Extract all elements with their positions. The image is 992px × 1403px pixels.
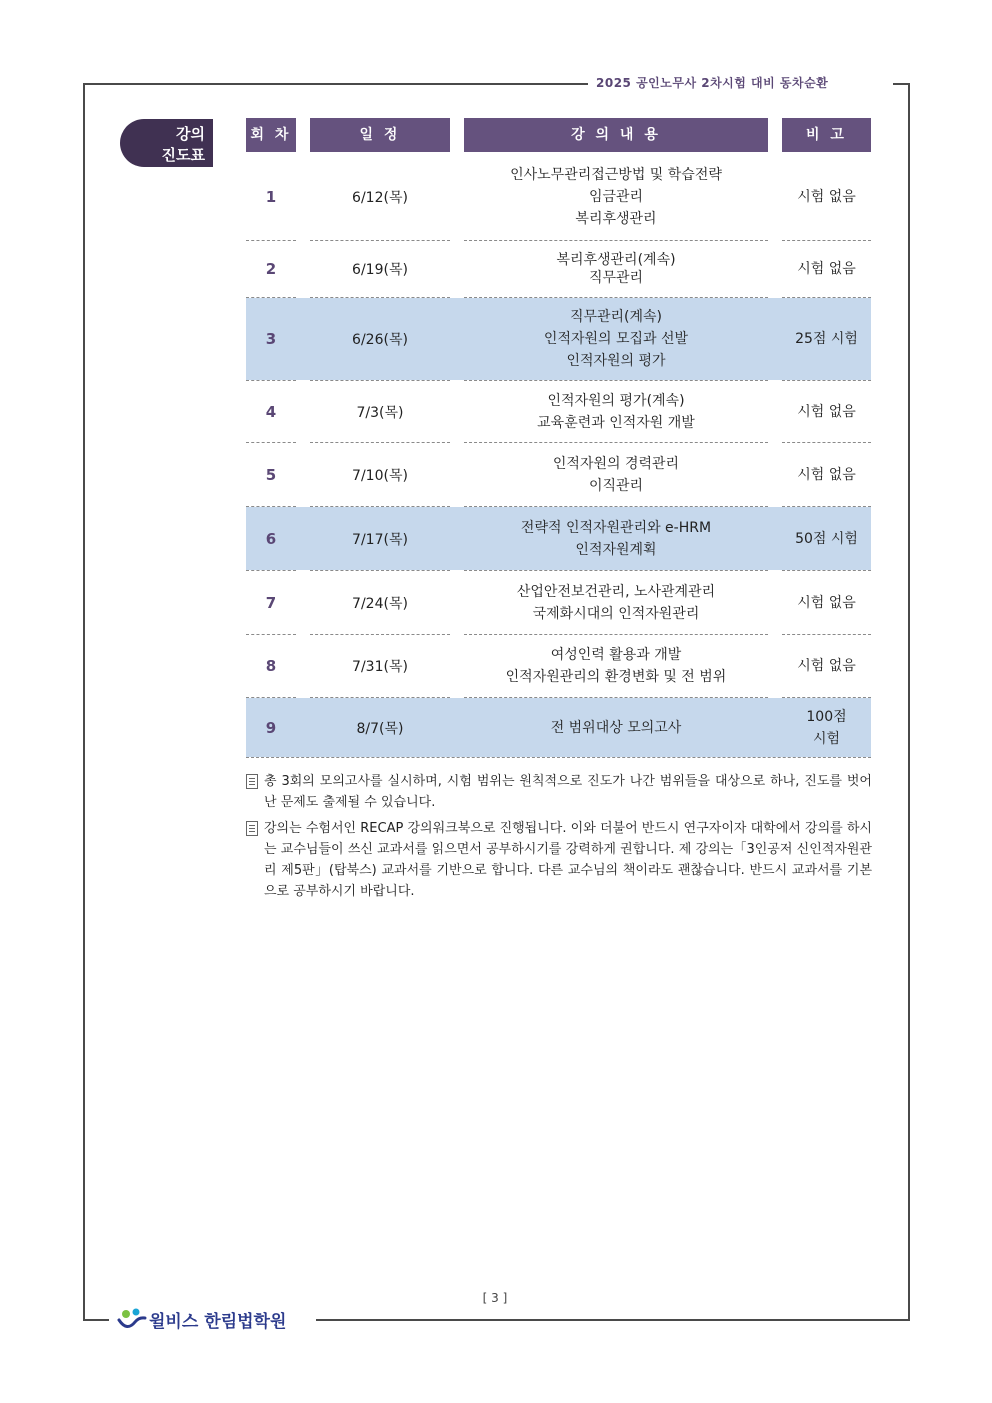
lecture-content <box>464 507 768 570</box>
round-number: 8 <box>265 657 277 675</box>
header-date: 일 정 <box>310 118 450 152</box>
lecture-content <box>464 571 768 634</box>
content-line: 복리후생관리(계속) <box>556 252 676 268</box>
note-cell: 시험 없음 <box>797 261 856 277</box>
content-line: 전략적 인적자원관리와 e-HRM <box>520 519 712 536</box>
row-divider <box>464 240 768 241</box>
lecture-content <box>464 381 768 442</box>
notice-text: 총 3회의 모의고사를 실시하며, 시험 범위는 원칙적으로 진도가 나간 범위들을 대상으로 하나, 진도를 벗어난 문제도 출제될 수 있습니다. <box>264 774 872 810</box>
content-line: 복리후생관리 <box>575 210 657 227</box>
row-divider <box>782 506 871 507</box>
content-line: 국제화시대의 인적자원관리 <box>532 605 700 622</box>
page-number: [ 3 ] <box>482 1291 508 1305</box>
note-cell: 시험 없음 <box>797 658 856 674</box>
row-divider <box>246 570 296 571</box>
notice-text: 강의는 수험서인 RECAP 강의워크북으로 진행됩니다. 이와 더불어 반드시 연구자이자 대학에서 강의를 하시는 교수님들이 쓰신 교과서를 읽으면서 공부하시기를 강력하게 권합니다. 제 강의는「3인공저 신인적자원관리 제5판」(탑북스) 교과서를 기반으로 합니다. 다른 교수님의 책이라도 괜찮습니다. 반드시 교과서를 기본으로 공부하시기 바랍니다. <box>264 821 872 899</box>
note-cell: 100점 시험 <box>806 708 847 747</box>
table-row-highlighted <box>246 507 871 570</box>
notice-item <box>246 771 872 813</box>
lecture-date: 7/17(목) <box>352 531 408 548</box>
round-number: 1 <box>265 187 277 206</box>
row-divider <box>782 697 871 698</box>
round-number: 2 <box>265 260 277 278</box>
row-divider <box>246 506 296 507</box>
lecture-date: 8/7(목) <box>356 720 404 737</box>
round-number: 4 <box>265 402 277 421</box>
table-row <box>246 635 871 697</box>
row-divider <box>246 697 296 698</box>
lecture-date: 7/3(목) <box>356 404 404 421</box>
row-divider <box>782 297 871 298</box>
note-cell: 시험 없음 <box>797 188 856 205</box>
note-cell: 50점 시험 <box>795 530 858 547</box>
lecture-content <box>464 153 768 240</box>
content-line: 여성인력 활용과 개발 <box>550 647 682 663</box>
logo-text-hanlim: 한림법학원 <box>204 1311 287 1332</box>
content-line: 인적자원의 평가 <box>566 353 666 369</box>
round-number: 3 <box>265 330 277 348</box>
row-divider <box>246 442 296 443</box>
content-line: 직무관리 <box>588 270 644 286</box>
note-cell: 25점 시험 <box>795 331 858 347</box>
content-line: 인적자원의 모집과 선발 <box>543 331 689 347</box>
table-row <box>246 571 871 634</box>
content-line: 직무관리(계속) <box>569 309 663 325</box>
content-line: 이직관리 <box>588 477 644 494</box>
row-divider <box>310 442 450 443</box>
table-row-highlighted <box>246 698 871 757</box>
row-divider <box>464 697 768 698</box>
section-tab <box>120 119 213 167</box>
row-divider <box>782 570 871 571</box>
row-divider <box>310 297 450 298</box>
header-round: 회 차 <box>246 118 296 152</box>
row-divider <box>246 380 296 381</box>
willbes-logo-icon <box>117 1306 147 1332</box>
row-divider <box>246 634 296 635</box>
lecture-content <box>464 443 768 506</box>
lecture-date: 7/24(목) <box>352 595 408 612</box>
table-row <box>246 381 871 442</box>
row-divider <box>782 240 871 241</box>
row-divider <box>246 240 296 241</box>
table-row <box>246 153 871 240</box>
lecture-content <box>464 241 768 297</box>
notice-item <box>246 818 872 902</box>
content-line: 인적자원계획 <box>575 541 657 558</box>
round-number: 7 <box>265 593 277 612</box>
lecture-content <box>464 298 768 380</box>
lecture-date: 7/10(목) <box>352 467 408 484</box>
row-divider <box>246 297 296 298</box>
document-icon <box>246 821 258 836</box>
note-cell: 시험 없음 <box>797 403 856 420</box>
row-divider <box>464 570 768 571</box>
table-bottom-divider <box>246 757 871 758</box>
content-line: 인적자원의 평가(계속) <box>547 392 685 409</box>
content-line: 임금관리 <box>588 188 644 205</box>
row-divider <box>782 380 871 381</box>
row-divider <box>782 634 871 635</box>
lecture-date: 6/26(목) <box>352 332 408 348</box>
content-line: 산업안전보건관리, 노사관계관리 <box>516 583 716 600</box>
row-divider <box>310 697 450 698</box>
round-number: 9 <box>265 718 277 737</box>
header-title: 2025 공인노무사 2차시험 대비 동차순환 <box>596 76 829 90</box>
table-row <box>246 443 871 506</box>
round-number: 5 <box>265 465 277 484</box>
logo-text-willbes: 윌비스 <box>149 1311 199 1332</box>
row-divider <box>310 634 450 635</box>
content-line: 인사노무관리접근방법 및 학습전략 <box>510 166 722 183</box>
row-divider <box>464 634 768 635</box>
lecture-date: 6/19(목) <box>352 262 408 278</box>
header-note: 비 고 <box>782 118 871 152</box>
content-line: 인적자원의 경력관리 <box>552 455 680 472</box>
footer-logo <box>117 1306 286 1332</box>
row-divider <box>464 506 768 507</box>
frame-line-left <box>83 83 85 1320</box>
lecture-date: 6/12(목) <box>352 189 408 206</box>
lecture-content <box>464 698 768 757</box>
note-cell: 시험 없음 <box>797 466 856 483</box>
frame-line-bottom-left <box>83 1319 109 1321</box>
row-divider <box>310 380 450 381</box>
lecture-content <box>464 635 768 697</box>
content-line: 교육훈련과 인적자원 개발 <box>537 414 695 431</box>
row-divider <box>464 442 768 443</box>
row-divider <box>782 442 871 443</box>
content-line: 인적자원관리의 환경변화 및 전 범위 <box>505 669 727 685</box>
row-divider <box>310 506 450 507</box>
frame-line-top <box>83 83 588 85</box>
section-tab-line1: 강의 <box>176 125 205 143</box>
header-content: 강 의 내 용 <box>464 118 768 152</box>
row-divider <box>310 240 450 241</box>
document-icon <box>246 774 258 789</box>
frame-line-right <box>908 83 910 1320</box>
note-cell: 시험 없음 <box>797 594 856 611</box>
row-divider <box>310 570 450 571</box>
section-tab-line2: 진도표 <box>161 146 205 164</box>
frame-line-bottom-right <box>316 1319 910 1321</box>
table-row <box>246 241 871 297</box>
round-number: 6 <box>265 529 277 548</box>
content-line: 전 범위대상 모의고사 <box>550 719 682 736</box>
row-divider <box>464 380 768 381</box>
lecture-date: 7/31(목) <box>352 659 408 675</box>
row-divider <box>464 297 768 298</box>
table-row-highlighted <box>246 298 871 380</box>
